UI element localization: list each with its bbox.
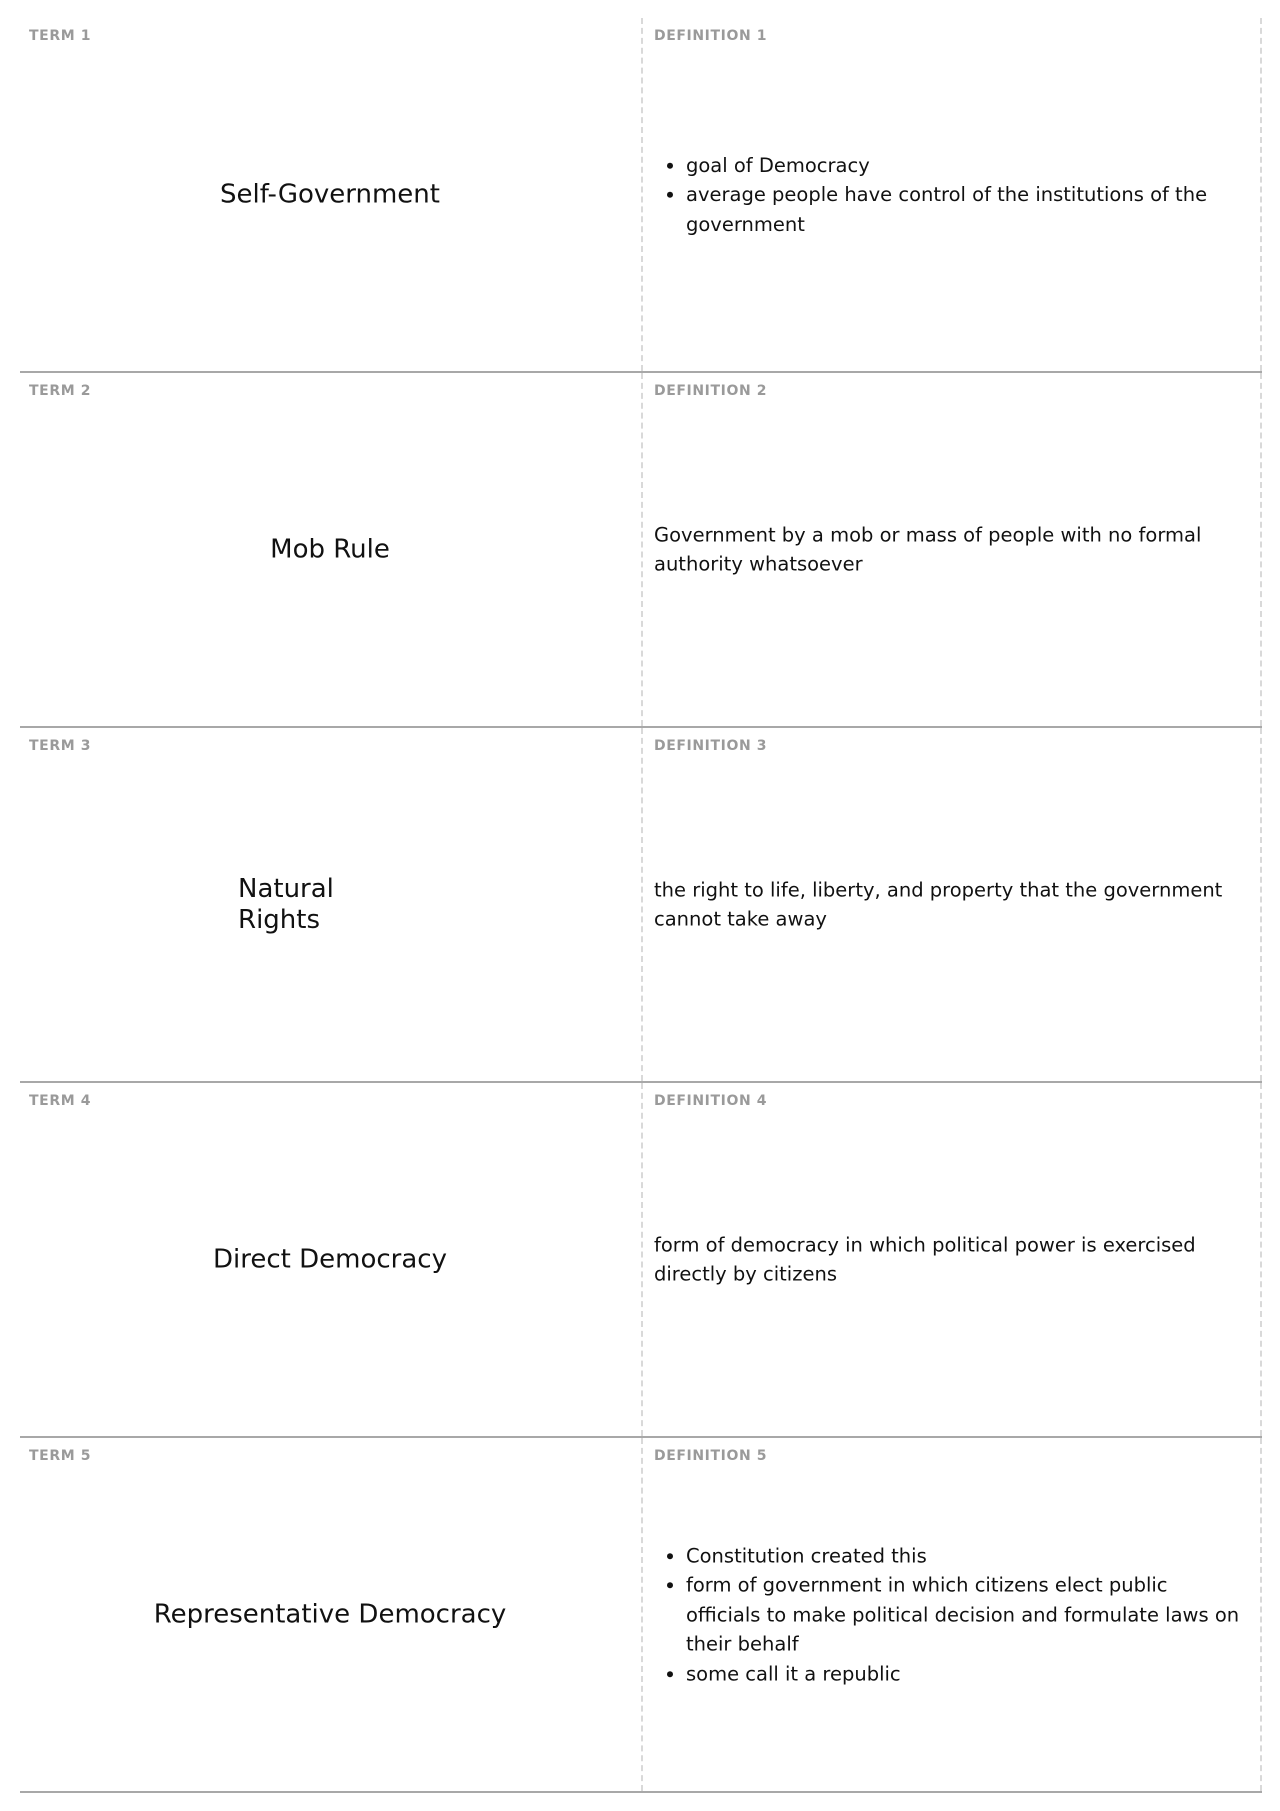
- term-text: Direct Democracy: [213, 1244, 447, 1274]
- term-cell: [20, 1083, 640, 1436]
- term-label: TERM 4: [29, 1093, 92, 1109]
- definition-text: the right to life, liberty, and property that the government cannot take away: [654, 878, 1223, 931]
- definition-list-item: • form of government in which citizens elect public officials to make political decision and formulate laws on their behalf: [686, 1570, 1248, 1659]
- definition-cell: [641, 1438, 1262, 1791]
- definition-cell: [641, 373, 1262, 726]
- definition-text: Government by a mob or mass of people with no formal authority whatsoever: [654, 523, 1202, 576]
- definition-label: DEFINITION 1: [654, 28, 768, 44]
- card-row-1: [20, 18, 1262, 373]
- definition-list-item: • goal of Democracy: [686, 150, 1248, 180]
- card-row-5: [20, 1438, 1262, 1793]
- flashcard-sheet: [20, 18, 1262, 1793]
- definition-label: DEFINITION 3: [654, 738, 768, 754]
- term-cell: [20, 373, 640, 726]
- definition-label: DEFINITION 4: [654, 1093, 768, 1109]
- term-label: TERM 5: [29, 1448, 92, 1464]
- definition-label: DEFINITION 5: [654, 1448, 768, 1464]
- definition-list: [654, 150, 1248, 239]
- card-row-2: [20, 373, 1262, 728]
- definition-cell: [641, 728, 1262, 1081]
- definition-label: DEFINITION 2: [654, 383, 768, 399]
- definition-list-item: • Constitution created this: [686, 1541, 1248, 1571]
- definition-list-item: • some call it a republic: [686, 1659, 1248, 1689]
- definition-body: [654, 150, 1248, 239]
- term-cell: [20, 1438, 640, 1791]
- term-text: Mob Rule: [270, 534, 390, 564]
- term-label: TERM 2: [29, 383, 92, 399]
- definition-cell: [641, 18, 1262, 371]
- definition-cell: [641, 1083, 1262, 1436]
- term-cell: [20, 728, 640, 1081]
- term-text: Self-Government: [220, 179, 440, 209]
- definition-list: [654, 1541, 1248, 1689]
- term-text: Natural Rights: [238, 873, 334, 935]
- term-text: Representative Democracy: [153, 1599, 507, 1629]
- term-label: TERM 1: [29, 28, 92, 44]
- term-cell: [20, 18, 640, 371]
- definition-body: [654, 520, 1248, 579]
- card-row-4: [20, 1083, 1262, 1438]
- definition-text: form of democracy in which political power is exercised directly by citizens: [654, 1233, 1196, 1286]
- definition-body: [654, 1541, 1248, 1689]
- definition-body: [654, 1230, 1248, 1289]
- term-label: TERM 3: [29, 738, 92, 754]
- card-row-3: [20, 728, 1262, 1083]
- definition-list-item: • average people have control of the institutions of the government: [686, 180, 1248, 239]
- definition-body: [654, 875, 1248, 934]
